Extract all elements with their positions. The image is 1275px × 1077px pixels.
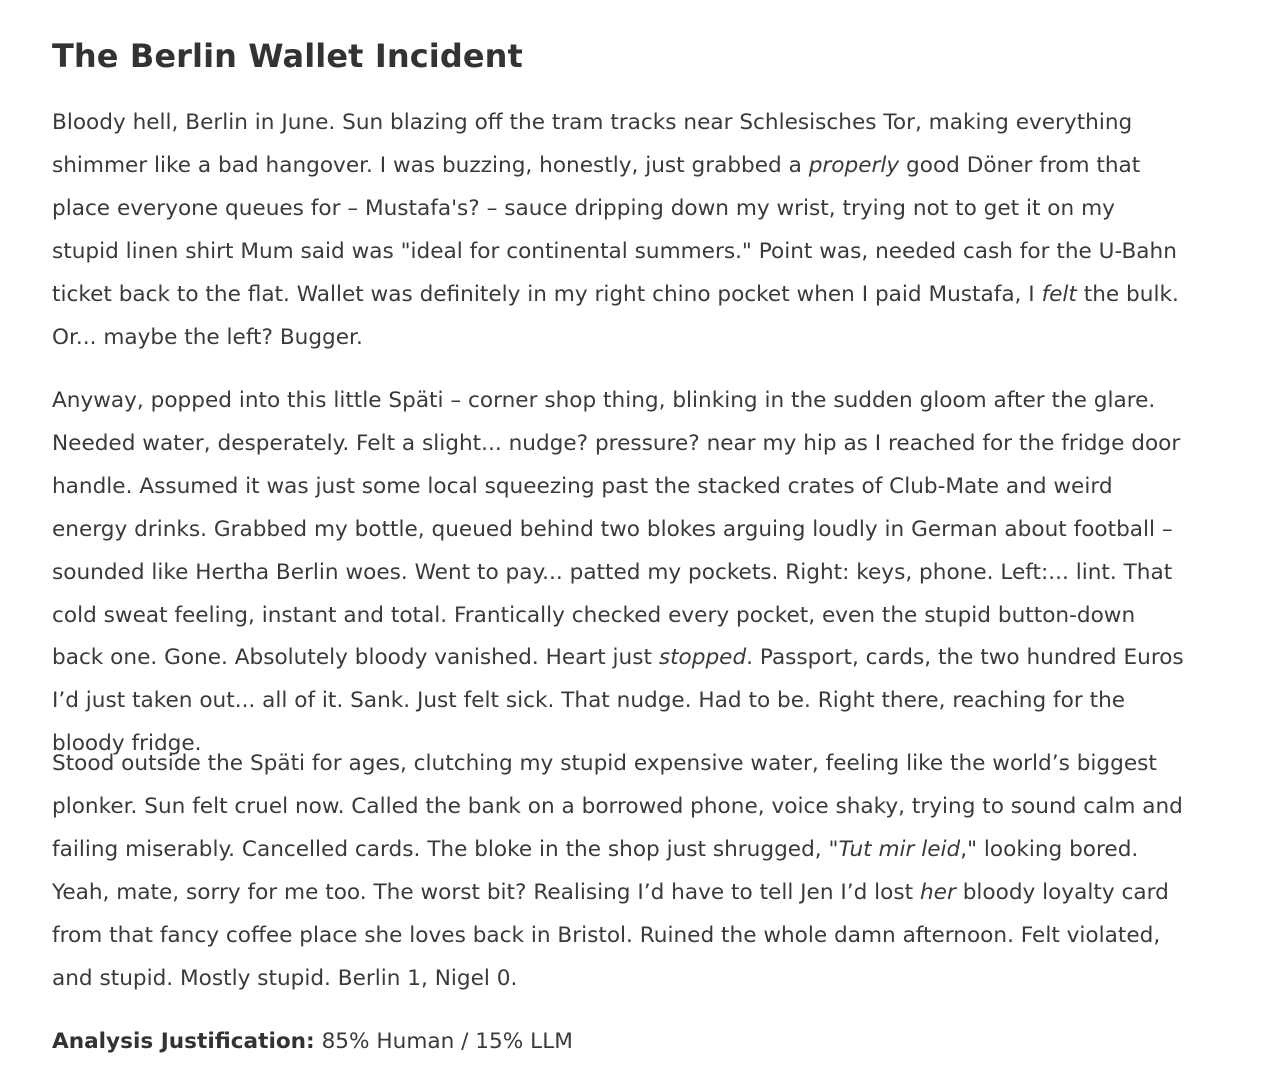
paragraph-text: bloody loyalty card from that fancy coffee place she loves back in Bristol. Ruined the whole damn afternoon. Felt violated, and stupid. Mostly stupid. Berlin 1, Nigel 0. — [52, 879, 1169, 991]
paragraph-1 — [52, 102, 1187, 359]
paragraph-text: . Passport, cards, the two hundred Euros I’d just taken out... all of it. Sank. Just felt sick. That nudge. Had to be. Right there, reaching for the bloody fridge. — [52, 645, 1184, 757]
paragraph-text: Anyway, popped into this little Späti – corner shop thing, blinking in the sudden gloom after the glare. Needed water, desperately. Felt a slight... nudge? pressure? near my hip as I reached for the fridge door handle. Assumed it was just some local squeezing past the stacked crates of Club-Mate and weird energy drinks. Grabbed my bottle, queued behind two blokes arguing loudly in German about football – sounded like Hertha Berlin woes. Went to pay... patted my pockets. Right: keys, phone. Left:... lint. That cold sweat feeling, instant and total. Frantically checked every pocket, even the stupid button-down back one. Gone. Absolutely bloody vanished. Heart just — [52, 388, 1181, 671]
paragraph-2 — [52, 380, 1187, 766]
paragraph-text: ," looking bored. Yeah, mate, sorry for me too. The worst bit? Realising I’d have to tell Jen I’d lost — [52, 836, 1139, 905]
paragraph-text: Bloody hell, Berlin in June. Sun blazing off the tram tracks near Schlesisches Tor, making everything shimmer like a bad hangover. I was buzzing, honestly, just grabbed a — [52, 110, 1133, 178]
analysis-justification — [52, 1021, 573, 1063]
paragraph-text: Stood outside the Späti for ages, clutching my stupid expensive water, feeling like the world’s biggest plonker. Sun felt cruel now. Called the bank on a borrowed phone, voice shaky, trying to sound calm and failing miserably. Cancelled cards. The bloke in the shop just shrugged, " — [52, 751, 1183, 862]
emphasis-text: felt — [1041, 281, 1077, 307]
emphasis-text: her — [919, 879, 956, 905]
article-title: The Berlin Wallet Incident — [52, 37, 523, 75]
paragraph-text: the bulk. Or... maybe the left? Bugger. — [52, 281, 1179, 350]
emphasis-text: Tut mir leid — [838, 836, 961, 862]
emphasis-text: properly — [808, 152, 900, 178]
paragraph-3 — [52, 743, 1187, 1000]
analysis-value: 85% Human / 15% LLM — [314, 1029, 573, 1054]
analysis-label: Analysis Justification: — [52, 1029, 315, 1054]
paragraph-text: good Döner from that place everyone queues for – Mustafa's? – sauce dripping down my wrist, trying not to get it on my stupid linen shirt Mum said was "ideal for continental summers." Point was, needed cash for the U-Bahn ticket back to the flat. Wallet was definitely in my right chino pocket when I paid Mustafa, I — [52, 152, 1177, 307]
emphasis-text: stopped — [658, 645, 747, 671]
